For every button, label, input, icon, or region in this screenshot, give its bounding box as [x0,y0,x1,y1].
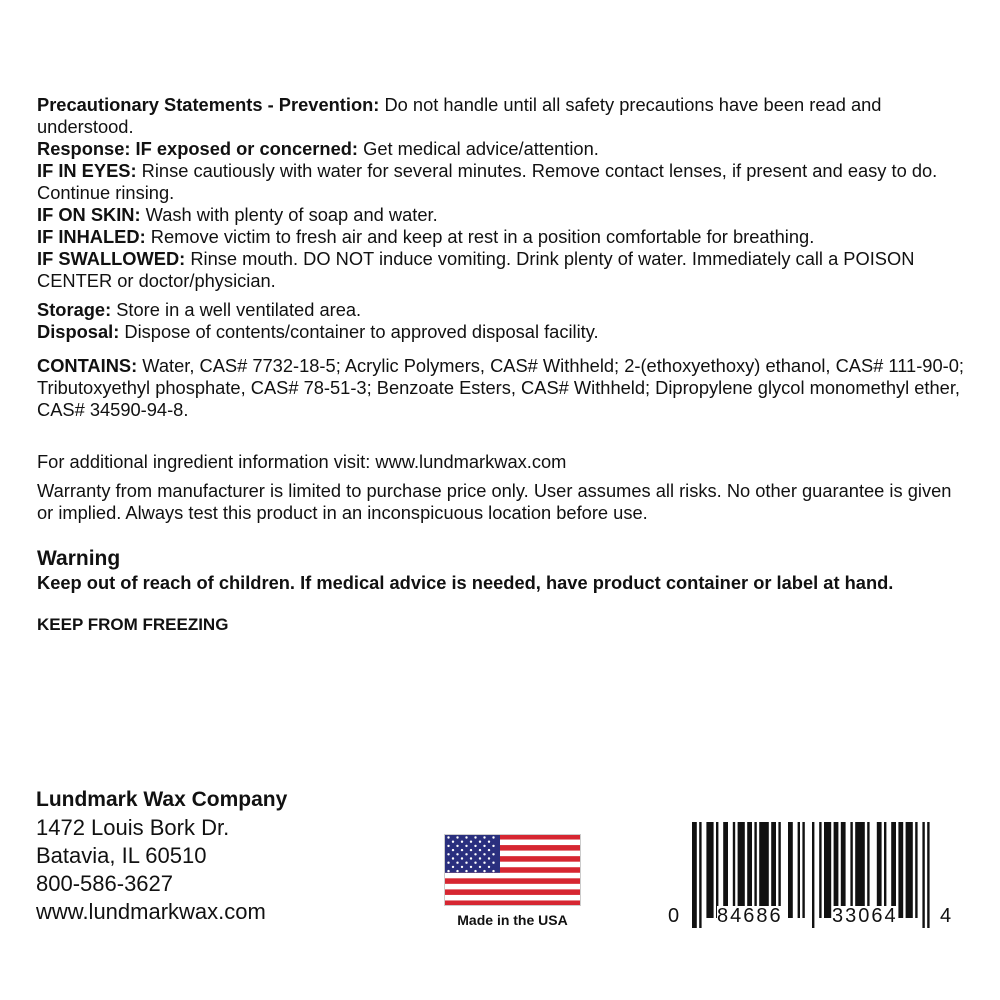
flag-star [456,853,458,855]
flag-star [461,857,463,859]
barcode-bar [855,822,865,918]
barcode-bar [738,822,745,918]
response-statement [37,138,967,160]
swallowed-label: IF SWALLOWED: [37,248,186,269]
response-label: Response: IF exposed or concerned: [37,138,359,159]
barcode-bar [802,822,804,918]
flag-star [470,857,472,859]
barcode-bar [778,822,780,918]
barcode-bar [716,822,718,918]
storage-label: Storage: [37,299,112,320]
flag-stripe [444,878,581,884]
barcode-bar [824,822,831,918]
barcode-bar [898,822,903,918]
barcode-bar [798,822,800,918]
flag-stripe [444,873,581,879]
flag-star [492,836,494,838]
flag-star [479,841,481,843]
flag-star [483,836,485,838]
flag-star [474,862,476,864]
company-city: Batavia, IL 60510 [36,843,207,868]
eyes-statement [37,160,967,204]
barcode-bar [867,822,869,918]
made-in-usa-badge [444,834,581,928]
inhaled-text: Remove victim to fresh air and keep at rest in a position comfortable for breathing. [145,226,815,247]
company-phone: 800-586-3627 [36,871,174,896]
contains-text: Water, CAS# 7732-18-5; Acrylic Polymers, CAS# Withheld; 2-(ethoxyethoxy) ethanol, CAS# 111-90-0; Tributoxyethyl phosphate, CAS# 78-51-3; Benzoate Esters, CAS# Withheld; Dipropylene glycol monomethyl ether, CAS# 34590-94-8. [37,355,964,420]
flag-star [492,862,494,864]
company-block [36,786,287,926]
flag-star [452,857,454,859]
flag-star [461,841,463,843]
inhaled-label: IF INHALED: [37,226,146,247]
barcode-bar [723,822,728,918]
skin-statement [37,204,967,226]
flag-star [456,845,458,847]
flag-star [447,845,449,847]
barcode-bar [819,822,821,918]
flag-star [465,845,467,847]
flag-star [456,862,458,864]
usa-flag-icon [444,834,581,906]
barcode-bar [706,822,713,918]
swallowed-text: Rinse mouth. DO NOT induce vomiting. Drink plenty of water. Immediately call a POISON CENTER or doctor/physician. [37,248,915,291]
flag-star [483,845,485,847]
flag-star [483,853,485,855]
disposal-text: Dispose of contents/container to approved disposal facility. [119,321,599,342]
barcode-bars-icon [668,822,954,932]
flag-star [461,849,463,851]
prevention-statement [37,94,967,138]
flag-star [461,866,463,868]
ingredient-info: For additional ingredient information visit: www.lundmarkwax.com [37,451,567,472]
flag-star [465,862,467,864]
flag-star [483,870,485,872]
barcode-bar [692,822,697,928]
flag-star [474,845,476,847]
barcode-bar [754,822,756,918]
barcode-bar [906,822,913,918]
barcode-bar [812,822,814,928]
company-website: www.lundmarkwax.com [36,899,266,924]
company-name: Lundmark Wax Company [36,788,288,811]
swallowed-statement [37,248,967,292]
contains-statement [37,355,967,421]
barcode-bar [733,822,735,918]
flag-star [452,841,454,843]
made-in-usa-caption: Made in the USA [457,912,568,928]
flag-star [488,857,490,859]
contains-label: CONTAINS: [37,355,138,376]
warning-text: Keep out of reach of children. If medical advice is needed, have product container or label at hand. [37,572,894,593]
barcode-bar [788,822,793,918]
flag-star [447,862,449,864]
flag-star [470,841,472,843]
flag-star [474,853,476,855]
flag-star [479,849,481,851]
company-street: 1472 Louis Bork Dr. [36,815,230,840]
barcode-bar [850,822,852,918]
flag-star [465,836,467,838]
flag-stripe [444,889,581,895]
disposal-label: Disposal: [37,321,120,342]
barcode-check-digit: 4 [940,905,952,927]
prevention-text: Do not handle until all safety precautions have been read and understood. [37,94,882,137]
barcode-bar [699,822,701,928]
barcode-bar [759,822,769,918]
barcode-bar [841,822,846,918]
flag-star [474,870,476,872]
flag-stripe [444,884,581,890]
barcode-bar [877,822,882,918]
warning-title: Warning [37,547,121,570]
flag-star [447,836,449,838]
skin-text: Wash with plenty of soap and water. [140,204,438,225]
flag-star [456,836,458,838]
flag-star [452,849,454,851]
flag-star [465,853,467,855]
barcode-left-group: 84686 [717,905,783,927]
flag-star [470,866,472,868]
flag-star [488,841,490,843]
flag-star [479,857,481,859]
barcode-bar [927,822,929,928]
flag-star [465,870,467,872]
storage-text: Store in a well ventilated area. [111,299,362,320]
barcode-bar [922,822,924,928]
warranty-text: Warranty from manufacturer is limited to purchase price only. User assumes all risks. No other guarantee is given or implied. Always test this product in an inconspicuous location before use. [37,480,952,523]
barcode-bar [884,822,886,918]
barcode-bar [834,822,839,918]
inhaled-statement [37,226,967,248]
flag-star [474,836,476,838]
barcode-right-group: 33064 [832,905,898,927]
barcode-first-digit: 0 [668,905,680,927]
barcode-bar [747,822,752,918]
label-text-block [37,94,967,636]
flag-star [488,866,490,868]
barcode-bar [771,822,776,918]
upc-barcode [668,822,954,932]
eyes-text: Rinse cautiously with water for several minutes. Remove contact lenses, if present and easy to do. Continue rinsing. [37,160,938,203]
prevention-label: Precautionary Statements - Prevention: [37,94,380,115]
barcode-bar [915,822,917,918]
keep-from-freezing: KEEP FROM FREEZING [37,615,229,634]
flag-star [470,849,472,851]
barcode-bar [891,822,896,918]
flag-star [483,862,485,864]
skin-label: IF ON SKIN: [37,204,141,225]
storage-statement [37,299,967,321]
eyes-label: IF IN EYES: [37,160,137,181]
flag-star [492,845,494,847]
flag-star [456,870,458,872]
flag-star [492,853,494,855]
response-text: Get medical advice/attention. [358,138,599,159]
disposal-statement [37,321,967,343]
flag-star [488,849,490,851]
flag-stripe [444,895,581,901]
flag-star [479,866,481,868]
flag-star [452,866,454,868]
flag-star [492,870,494,872]
flag-star [447,853,449,855]
flag-star [447,870,449,872]
